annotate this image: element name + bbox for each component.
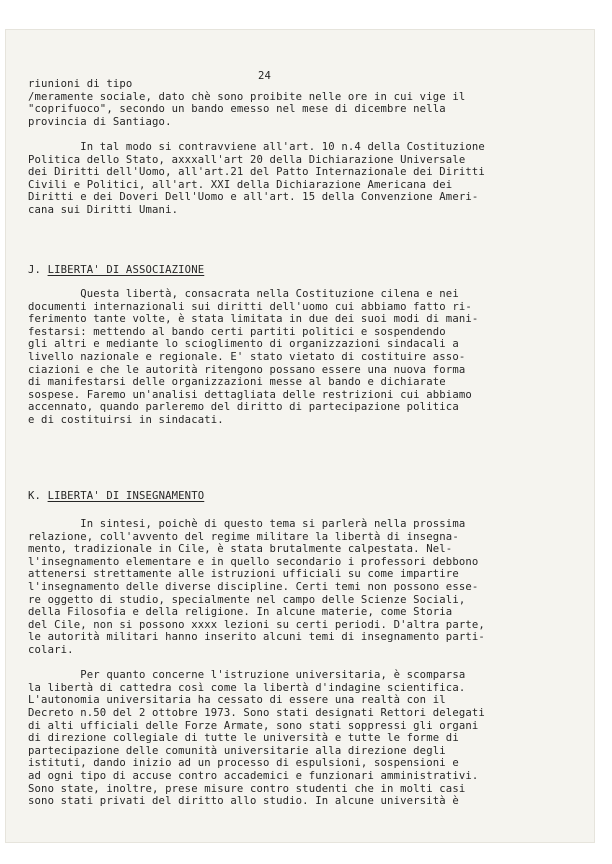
- text-line: Sono state, inoltre, prese misure contro studenti che in molti casi: [28, 782, 466, 795]
- section-heading-prefix: K.: [28, 490, 48, 502]
- text-line: mento, tradizionale in Cile, è stata brutalmente calpestata. Nel-: [28, 543, 453, 556]
- text-line: partecipazione delle comunità universitarie alla direzione degli: [28, 744, 446, 757]
- text-line: colari.: [28, 644, 74, 656]
- text-line: /meramente sociale, dato chè sono proibite nelle ore in cui vige il: [28, 90, 466, 103]
- text-line: dei Diritti dell'Uomo, all'art.21 del Patto Internazionale dei Diritti: [28, 166, 485, 179]
- text-line: della Filosofia e della religione. In alcune materie, come Storia: [28, 606, 453, 619]
- text-line: Per quanto concerne l'istruzione universitaria, è scomparsa: [28, 669, 466, 682]
- text-line: di manifestarsi delle organizzazioni messe al bando e dichiarate: [28, 376, 446, 389]
- section-heading-prefix: J.: [28, 264, 48, 276]
- text-line: "coprifuoco", secondo un bando emesso nel mese di dicembre nella: [28, 103, 446, 116]
- text-line: e di costituirsi in sindacati.: [28, 414, 224, 426]
- text-line: sospese. Faremo un'analisi dettagliata delle restrizioni cui abbiamo: [28, 388, 472, 401]
- text-line: livello nazionale e regionale. E' stato vietato di costituire asso-: [28, 351, 466, 363]
- text-line: cana sui Diritti Umani.: [28, 204, 179, 216]
- text-line: ferimento tante volte, è stata limitata in due dei suoi modi di mani-: [28, 313, 479, 326]
- text-line: di alti ufficiali delle Forze Armate, sono stati soppressi gli organi: [28, 719, 479, 732]
- text-line: ad ogni tipo di accuse contro accademici e funzionari amministrativi.: [28, 770, 479, 782]
- text-line: Civili e Politici, all'art. XXI della Dichiarazione Americana dei: [28, 178, 453, 191]
- section-heading-insegnamento: [28, 490, 204, 503]
- text-line: Diritti e dei Doveri Dell'Uomo e all'art. 15 della Convenzione Ameri-: [28, 191, 479, 204]
- text-line: provincia di Santiago.: [28, 115, 172, 128]
- text-line: re oggetto di studio, specialmente nel campo delle Scienze Sociali,: [28, 593, 466, 606]
- text-line: di direzione collegiale di tutte le università e tutte le forme di: [28, 732, 459, 745]
- section-heading-associazione: [28, 264, 204, 277]
- text-line: la libertà di cattedra così come la libertà d'indagine scientifica.: [28, 681, 466, 694]
- text-line: accennato, quando parleremo del diritto di partecipazione politica: [28, 401, 459, 414]
- text-line: del Cile, non si possono xxxx lezioni su certi periodi. D'altra parte,: [28, 618, 485, 631]
- section-heading-text: LIBERTA' DI ASSOCIAZIONE: [47, 264, 205, 276]
- section-heading-text: LIBERTA' DI INSEGNAMENTO: [47, 490, 205, 502]
- text-line: gli altri e mediante lo scioglimento di organizzazioni sindacali a: [28, 338, 459, 351]
- text-line: l'insegnamento delle diverse discipline. Certi temi non possono esse-: [28, 581, 479, 593]
- text-line: relazione, coll'avvento del regime militare la libertà di insegna-: [28, 530, 459, 543]
- text-line: L'autonomia universitaria ha cessato di essere una realtà con il: [28, 694, 446, 707]
- text-line: Politica dello Stato, axxxall'art 20 della Dichiarazione Universale: [28, 153, 466, 166]
- text-line: l'insegnamento elementare e in quello secondario i professori debbono: [28, 555, 479, 568]
- text-line: In sintesi, poichè di questo tema si parlerà nella prossima: [28, 518, 466, 530]
- text-line: attenersi strettamente alle istruzioni ufficiali su come impartire: [28, 568, 459, 581]
- text-line: riunioni di tipo: [28, 78, 133, 90]
- text-line: le autorità militari hanno inserito alcuni temi di insegnamento parti-: [28, 631, 485, 644]
- text-line: Decreto n.50 del 2 ottobre 1973. Sono stati designati Rettori delegati: [28, 707, 485, 719]
- text-line: Questa libertà, consacrata nella Costituzione cilena e nei: [28, 288, 459, 300]
- document-body: [6, 30, 594, 842]
- text-line: documenti internazionali sui diritti dell'uomo cui abbiamo fatto ri-: [28, 300, 472, 313]
- text-line: ciazioni e che le autorità ritengono possano essere una nuova forma: [28, 363, 466, 376]
- document-page: [6, 30, 594, 842]
- text-line: festarsi: mettendo al bando certi partiti politici e sospendendo: [28, 325, 446, 338]
- text-line: In tal modo si contravviene all'art. 10 n.4 della Costituzione: [28, 141, 485, 153]
- text-line: istituti, dando inizio ad un processo di espulsioni, sospensioni e: [28, 757, 459, 770]
- text-line: sono stati privati del diritto allo studio. In alcune università è: [28, 795, 459, 808]
- page-number: 24: [258, 70, 272, 82]
